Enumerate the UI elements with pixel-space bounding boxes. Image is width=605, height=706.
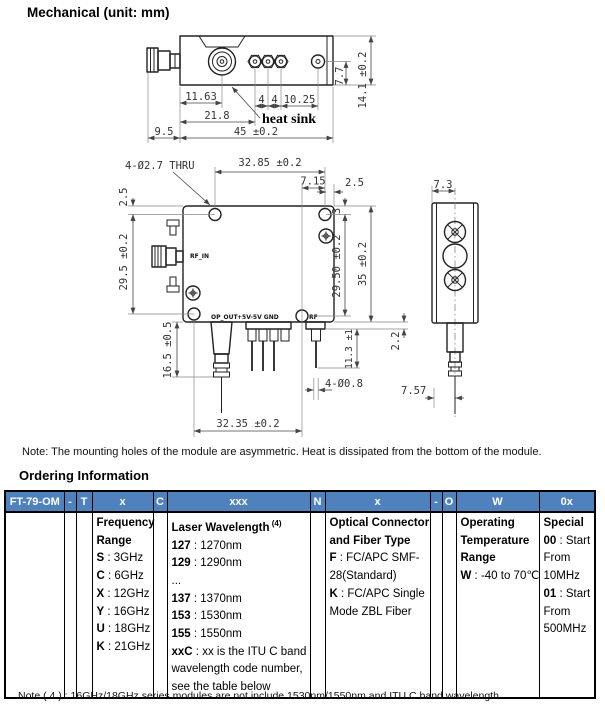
- ordering-footnote: Note ( 4 ) : 16GHz/18GHz series modules are not include 1530nm/1550nm and ITU C band wavelength.: [18, 690, 502, 702]
- dim-16-5: 16.5 ±0.5: [162, 321, 174, 379]
- dim-11-63: 11.63: [185, 91, 217, 103]
- power-pins-label: +5V-5V GND: [237, 314, 279, 321]
- header-cell-model: FT-79-OM: [5, 491, 64, 512]
- side-view: [401, 179, 478, 418]
- dim-10-25: 10.25: [283, 94, 316, 106]
- header-cell-0x: 0x: [539, 491, 595, 512]
- rf-label: RF: [309, 314, 318, 321]
- cell-empty-dash2: [430, 512, 442, 698]
- ordering-body-row: [5, 512, 595, 698]
- header-cell-c: C: [153, 491, 167, 512]
- cell-frequency-range: Frequency Range S : 3GHz C : 6GHz X : 12GHz Y : 16GHz U : 18GHz K : 21GHz: [92, 512, 153, 698]
- dim-4b: 4: [271, 94, 278, 106]
- dim-7-3: 7.3: [433, 179, 453, 191]
- cell-operating-temperature: Operating Temperature Range W : -40 to 70℃: [456, 512, 539, 698]
- dim-21-8: 21.8: [204, 110, 230, 122]
- front-view: [118, 157, 408, 437]
- header-cell-t: T: [76, 491, 92, 512]
- header-cell-w: W: [456, 491, 539, 512]
- dim-7-15: 7.15: [300, 175, 326, 188]
- ordering-table: [4, 490, 596, 699]
- dim-pin-dia: 4-Ø0.8: [325, 378, 363, 390]
- heat-sink-label: heat sink: [262, 112, 317, 127]
- header-cell-dash1: -: [64, 491, 76, 512]
- dim-2-5-right: 2.5: [345, 177, 364, 189]
- dim-thru-holes: 4-Ø2.7 THRU: [125, 160, 195, 172]
- cell-special: Special 00 : Start From 10MHz 01 : Start From 500MHz: [539, 512, 595, 698]
- mechanical-section-title: Mechanical (unit: mm): [27, 5, 170, 20]
- rf-in-label: RF_IN: [190, 253, 209, 260]
- dim-14-1: 14.1 ±0.2: [357, 51, 369, 109]
- dim-7-7: 7.7: [334, 66, 346, 86]
- header-cell-wavelength-code: xxx: [167, 491, 310, 512]
- dim-9-5: 9.5: [154, 126, 174, 138]
- dim-4a: 4: [258, 94, 265, 106]
- dim-11-3: 11.3 ±1: [344, 328, 355, 370]
- dim-2-5-left: 2.5: [118, 187, 130, 207]
- cell-empty-model: [5, 512, 64, 698]
- cell-empty-dash1: [64, 512, 76, 698]
- ordering-section-title: Ordering Information: [19, 468, 149, 483]
- dim-32-35: 32.35 ±0.2: [216, 418, 280, 430]
- dim-29-50: 29.50 ±0.2: [331, 234, 343, 298]
- dim-45: 45 ±0.2: [233, 126, 279, 138]
- top-view: [147, 36, 376, 143]
- op-out-label: OP_OUT: [211, 314, 238, 321]
- dim-29-5: 29.5 ±0.2: [118, 233, 130, 291]
- cell-laser-wavelength: Laser Wavelength $^{(4)}$ 127 : 1270nm 129 : 1290nm ... 137 : 1370nm 153 : 1530nm 155 : 1550nm xxC : xx is the ITU C band wavelength code number, see the table below: [167, 512, 310, 698]
- cell-empty-c: [153, 512, 167, 698]
- cell-empty-t: [76, 512, 92, 698]
- header-cell-n: N: [310, 491, 325, 512]
- dim-32-85: 32.85 ±0.2: [238, 157, 302, 169]
- cell-empty-n: [310, 512, 325, 698]
- header-cell-o: O: [442, 491, 456, 512]
- header-cell-dash2: -: [430, 491, 442, 512]
- dim-7-57: 7.57: [401, 385, 427, 397]
- dim-3: 3: [331, 207, 343, 215]
- header-cell-connector-code: x: [325, 491, 430, 512]
- dim-35: 35 ±0.2: [357, 241, 369, 287]
- ordering-header-row: [5, 491, 595, 512]
- dim-2-2: 2.2: [390, 331, 402, 351]
- mechanical-note: Note: The mounting holes of the module are asymmetric. Heat is dissipated from the bottom of the module.: [22, 446, 542, 458]
- cell-empty-o: [442, 512, 456, 698]
- cell-optical-connector: Optical Connector and Fiber Type F : FC/APC SMF- 28(Standard) K : FC/APC Single Mode ZBL Fiber: [325, 512, 430, 698]
- header-cell-frequency-code: x: [92, 491, 153, 512]
